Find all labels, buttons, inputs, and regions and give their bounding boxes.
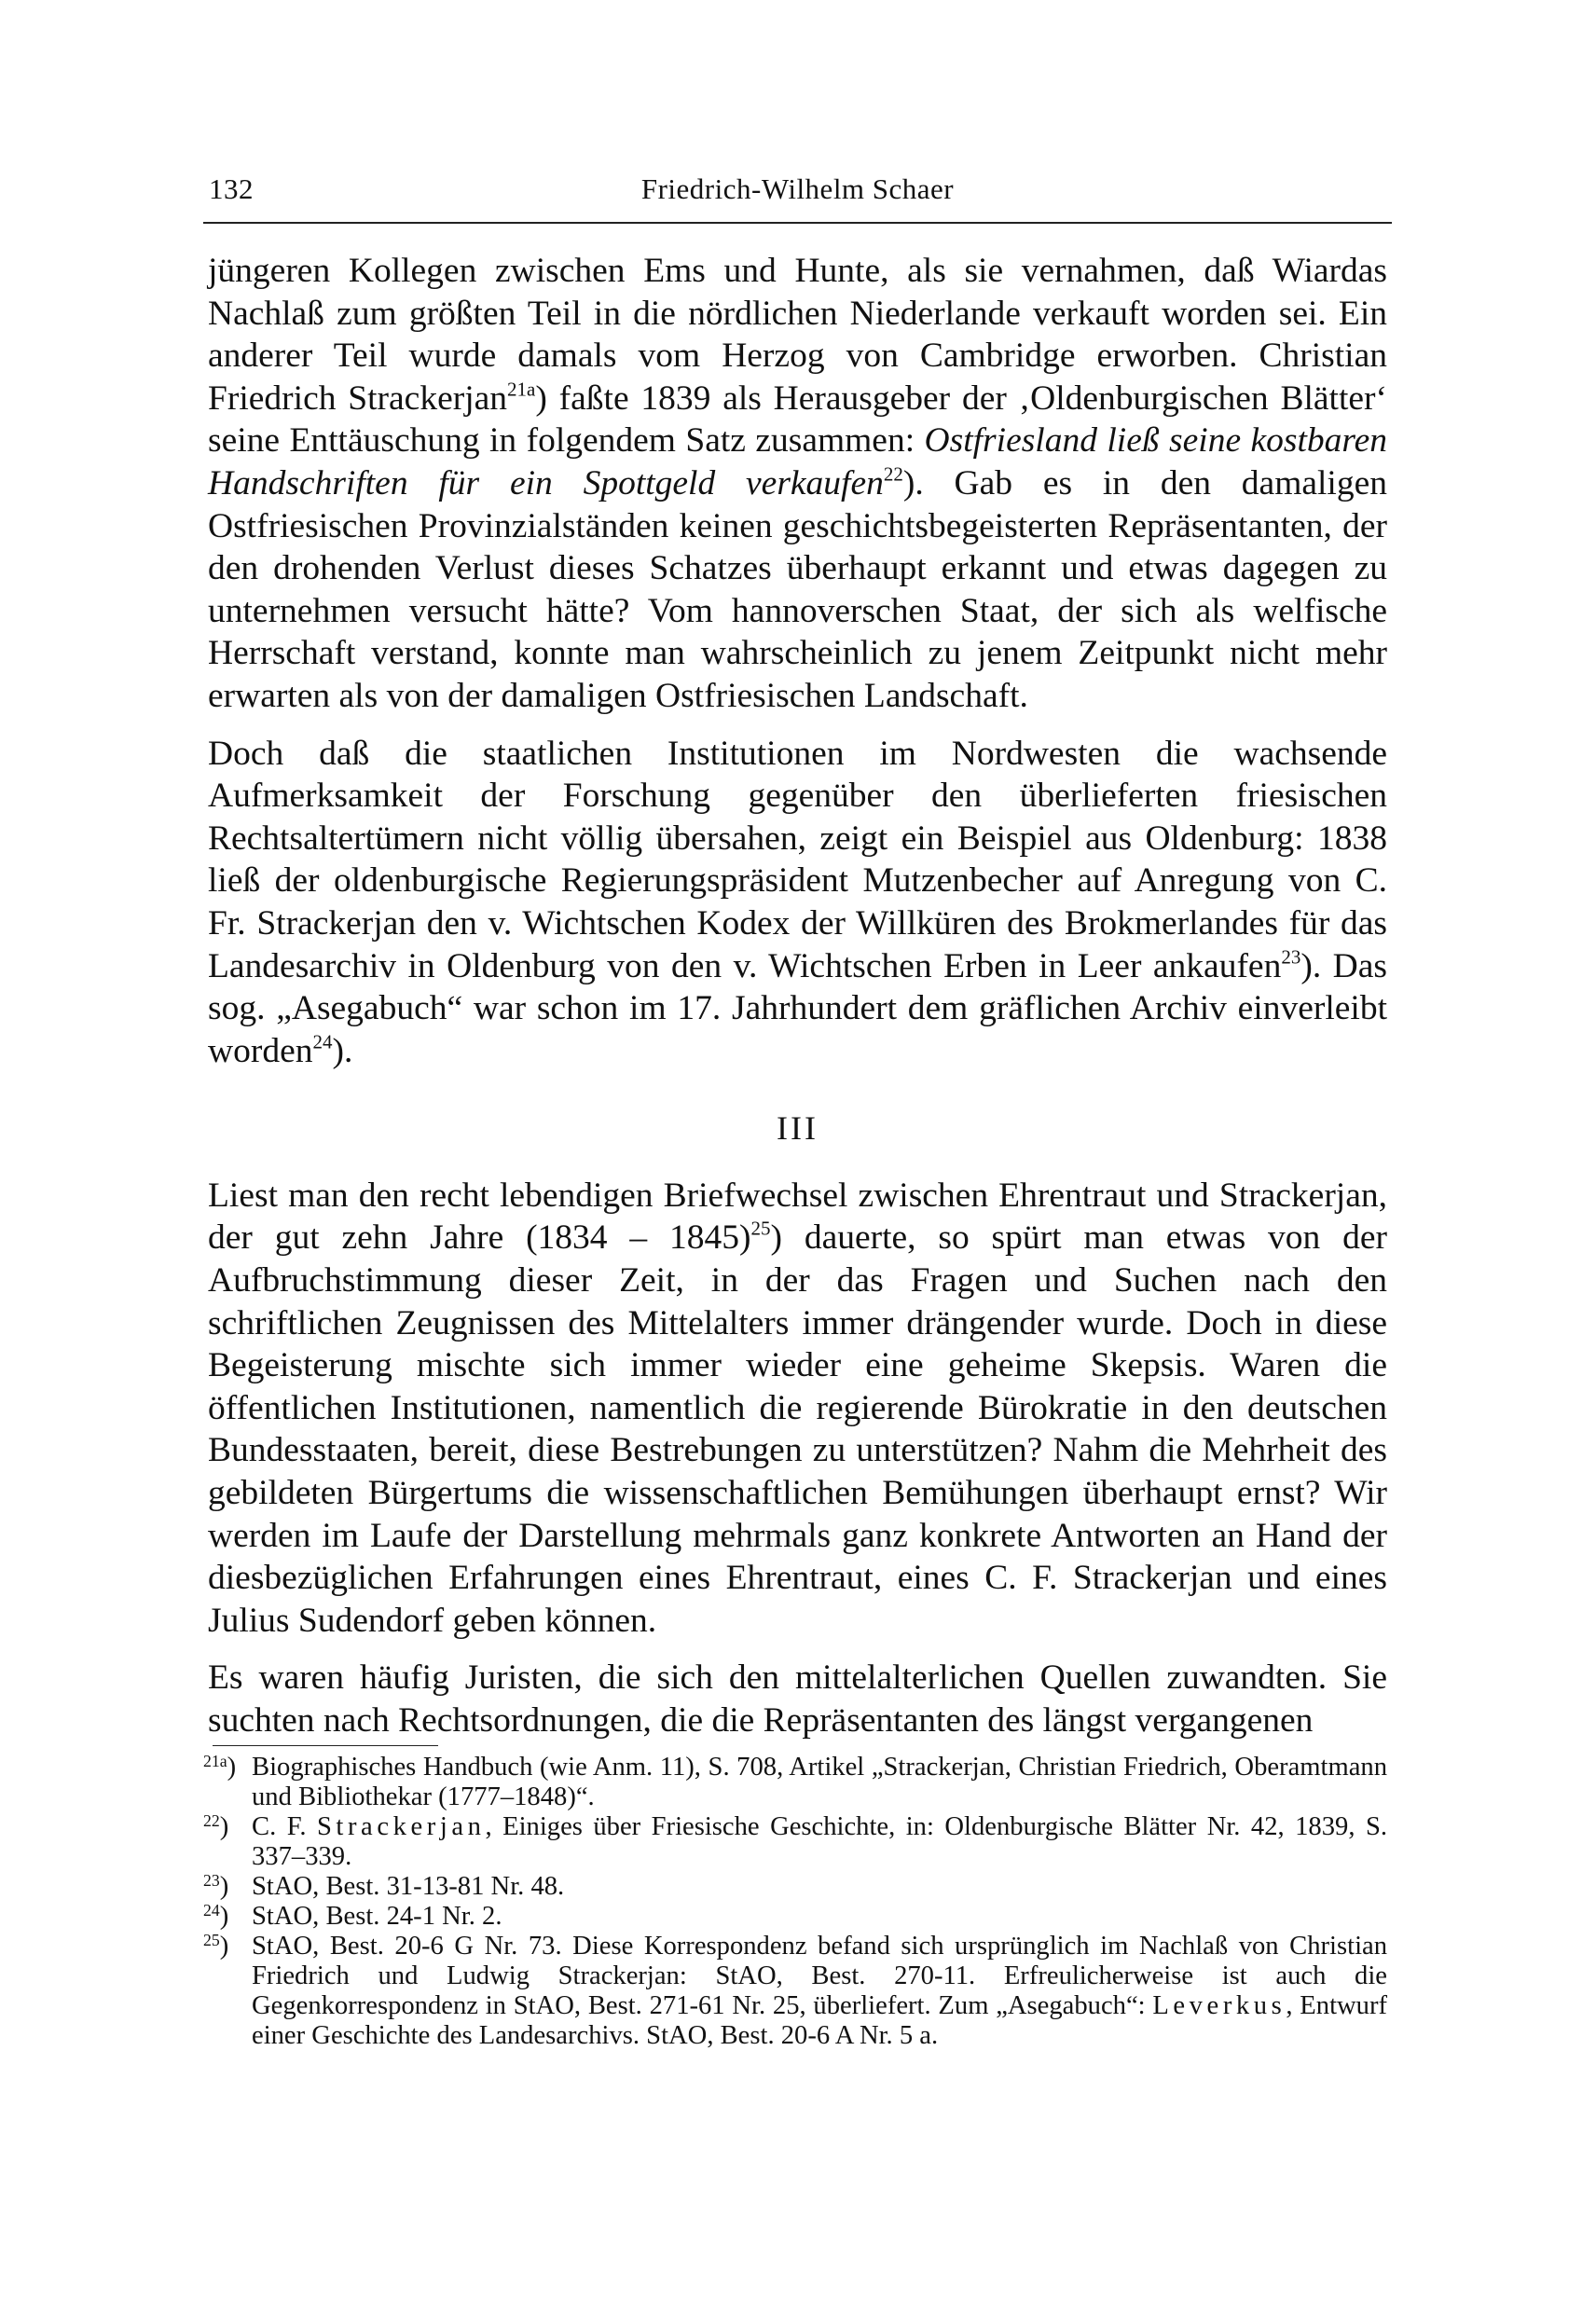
paragraph-2-text-c: ). (332, 1031, 353, 1070)
paragraph-1-text-a: jüngeren Kollegen zwischen Ems und Hunte, als sie vernahmen, daß Wiardas Nachlaß zum größten Teil in die nördlichen Niederlande verkauft worden sei. Ein anderer Teil wurde damals vom Herzog von Cambridge erworben. Christian Friedrich Strackerjan (208, 252, 1387, 418)
footnote-mark: $^{22}$) (203, 1811, 229, 1841)
paragraph-4: Es waren häufig Juristen, die sich den mittelalterlichen Quellen zuwandten. Sie suchten nach Rechtsordnungen, die die Repräsentanten des längst vergangenen (208, 1658, 1387, 1740)
footnote-ref-23: 23 (1281, 944, 1301, 968)
footnote-text-pre: C. F. (252, 1812, 317, 1841)
footnote-text: , Einiges über Friesische Geschichte, in: Oldenburgische Blätter Nr. 42, 1839, S. 337–339. (252, 1812, 1388, 1871)
footnote-number: 22 (203, 1811, 220, 1831)
footnote-number: 23 (203, 1871, 220, 1891)
paragraph-1 (208, 250, 1387, 718)
quotation: Ostfriesland ließ seine kostbaren Handschriften für ein Spottgeld verkaufen (208, 421, 1388, 502)
footnote-ref-21a: 21a (507, 378, 536, 401)
footnotes (203, 1753, 1387, 2051)
footnote-ref-22: 22 (883, 462, 903, 486)
footnote-ref-24: 24 (312, 1030, 333, 1053)
author-name: Leverkus (1152, 1991, 1286, 2020)
footnote-rule (213, 1745, 438, 1746)
paragraph-2-text-b: ). Das sog. „Asegabuch“ war schon im 17. Jahrhundert dem gräflichen Archiv einverleibt worden (208, 946, 1387, 1070)
author-name: Strackerjan (316, 1812, 486, 1841)
footnote-24 (203, 1902, 1387, 1932)
footnote-ref-25: 25 (750, 1217, 771, 1240)
paragraph-1-text-c: ). Gab es in den damaligen Ostfriesischen Provinzialständen keinen geschichtsbegeisterten Repräsentanten, der den drohenden Verlust dieses Schatzes überhaupt erkannt und etwas dagegen zu unternehmen versucht hätte? Vom hannoverschen Staat, der sich als welfische Herrschaft verstand, konnte man wahrscheinlich zu jenem Zeitpunkt nicht mehr erwarten als von der damaligen Ostfriesischen Landschaft. (208, 463, 1387, 715)
paragraph-1-text-b: ) faßte 1839 als Herausgeber der ‚Oldenburgischen Blätter‘ seine Enttäuschung in folgendem Satz zusammen: (208, 378, 1387, 461)
section-heading: III (777, 1109, 819, 1148)
footnote-mark: $^{25}$) (203, 1931, 229, 1961)
footnote-text: StAO, Best. 24-1 Nr. 2. (252, 1902, 502, 1931)
paragraph-2-text-a: Doch daß die staatlichen Institutionen im Nordwesten die wachsende Aufmerksamkeit der Forschung gegenüber den überlieferten friesischen Rechtsaltertümern nicht völlig übersahen, zeigt ein Beispiel aus Oldenburg: 1838 ließ der oldenburgische Regierungspräsident Mutzenbecher auf Anregung von C. Fr. Strackerjan den v. Wichtschen Kodex der Willküren des Brokmerlandes für das Landesarchiv in Oldenburg von den v. Wichtschen Erben in Leer ankaufen (208, 734, 1387, 985)
footnote-text: StAO, Best. 20-6 G Nr. 73. Diese Korrespondenz befand sich ursprünglich im Nachlaß von Christian Friedrich und Ludwig Strackerjan: StAO, Best. 270-11. Erfreulicherweise ist auch die Gegenkorrespondenz in StAO, Best. 271-61 Nr. 25, überliefert. Zum „Asegabuch“: (252, 1932, 1387, 2020)
paragraph-3-text-a: Liest man den recht lebendigen Briefwechsel zwischen Ehrentraut und Strackerjan, der gut zehn Jahre (1834 – 1845) (208, 1176, 1387, 1258)
body-text (208, 250, 1387, 1757)
footnote-mark: $^{21a}$) (203, 1752, 237, 1782)
footnote-text: Biographisches Handbuch (wie Anm. 11), S. 708, Artikel „Strackerjan, Christian Friedrich, Oberamtmann und Bibliothekar (1777–1848)“. (252, 1753, 1387, 1811)
paragraph-2 (208, 733, 1387, 1073)
footnote-21a (203, 1753, 1387, 1812)
paragraph-3-text-b: ) dauerte, so spürt man etwas von der Aufbruchstimmung dieser Zeit, in der das Fragen und Suchen nach den schriftlichen Zeugnissen des Mittelalters immer drängender wurde. Doch in diese Begeisterung mischte sich immer wieder eine geheime Skepsis. Waren die öffentlichen Institutionen, namentlich die regierende Bürokratie in den deutschen Bundesstaaten, bereit, diese Bestrebungen zu unterstützen? Nahm die Mehrheit des gebildeten Bürgertums die wissenschaftlichen Bemühungen überhaupt ernst? Wir werden im Laufe der Darstellung mehrmals ganz konkrete Antworten an Hand der diesbezüglichen Erfahrungen eines Ehrentraut, eines C. F. Strackerjan und eines Julius Sudendorf geben können. (208, 1218, 1387, 1640)
running-header (203, 172, 1392, 225)
footnote-number: 24 (203, 1901, 220, 1920)
footnote-mark: $^{24}$) (203, 1901, 229, 1931)
footnote-number: 21a (203, 1752, 227, 1771)
footnote-22 (203, 1812, 1387, 1872)
paragraph-3 (208, 1175, 1387, 1643)
running-title: Friedrich-Wilhelm Schaer (640, 172, 955, 205)
footnote-text: StAO, Best. 31-13-81 Nr. 48. (252, 1872, 565, 1901)
footnote-text-end: , Entwurf einer Geschichte des Landesarchivs. StAO, Best. 20-6 A Nr. 5 a. (252, 1991, 1388, 2050)
header-rule (203, 222, 1392, 224)
footnote-mark: $^{23}$) (203, 1871, 229, 1901)
footnote-23 (203, 1872, 1387, 1902)
page-number: 132 (209, 172, 254, 205)
footnote-number: 25 (203, 1931, 220, 1950)
footnote-25 (203, 1932, 1387, 2051)
